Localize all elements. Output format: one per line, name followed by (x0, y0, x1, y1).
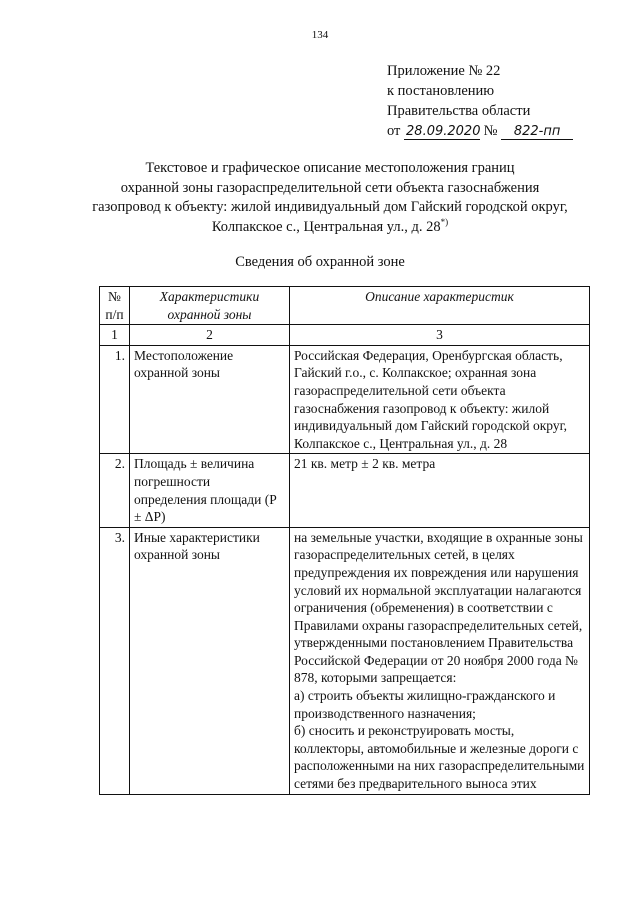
document-title (60, 159, 600, 237)
row-description (290, 527, 590, 794)
table-row (100, 345, 590, 454)
row-number: 1. (100, 345, 130, 454)
header-number: № п/п (100, 287, 130, 325)
appendix-government: Правительства области (387, 103, 531, 119)
section-subtitle: Сведения об охранной зоне (235, 254, 405, 270)
appendix-date-line (387, 121, 573, 141)
table-row (100, 527, 590, 794)
title-line-4 (60, 218, 600, 238)
page-number: 134 (311, 29, 329, 41)
table-colnum-row (100, 325, 590, 346)
appendix-number: 822-пп (501, 125, 573, 140)
row-description-intro: на земельные участки, входящие в охранные зоны газораспределительных сетей, в целях предупреждения их повреждения или нарушения условий их нормальной эксплуатации налагаются ограничения (обременения) в соответствии с Правилами охраны газораспределительных сетей, утвержденными постановлением Правительства Российской Федерации от 20 ноября 2000 года № 878, которыми запрещается: (294, 529, 583, 686)
appendix-from-label: от (387, 123, 401, 139)
title-footnote-mark: *) (440, 216, 449, 227)
row-description-item-b: б) сносить и реконструировать мосты, коллекторы, автомобильные и железные дороги с расположенными на них газораспределительными сетями без предварительного выноса этих (294, 723, 585, 792)
appendix-title: Приложение № 22 (387, 63, 501, 79)
table-row (100, 454, 590, 527)
row-number: 3. (100, 527, 130, 794)
appendix-block (387, 61, 573, 141)
table-header-row (100, 287, 590, 325)
colnum-3: 3 (290, 325, 590, 346)
zone-info-table (99, 286, 590, 795)
title-line-3: газопровод к объекту: жилой индивидуальный дом Гайский городской округ, (92, 199, 568, 215)
title-line-1: Текстовое и графическое описание местоположения границ (145, 160, 515, 176)
header-description: Описание характеристик (290, 287, 590, 325)
row-description: 21 кв. метр ± 2 кв. метра (290, 454, 590, 527)
row-number: 2. (100, 454, 130, 527)
row-description-item-a: а) строить объекты жилищно-гражданского и производственного назначения; (294, 688, 556, 721)
row-description: Российская Федерация, Оренбургская область, Гайский г.о., с. Колпакское; охранная зона газораспределительной сети объекта газоснабжения газопровод к объекту: жилой индивидуальный дом Гайский городской округ, Колпакское с., Центральная ул., д. 28 (290, 345, 590, 454)
title-line-4-text: Колпакское с., Центральная ул., д. 28 (211, 218, 441, 235)
row-characteristic: Площадь ± величина погрешности определения площади (Р ± ΔР) (130, 454, 290, 527)
appendix-number-label: № (483, 123, 498, 139)
row-characteristic: Иные характеристики охранной зоны (130, 527, 290, 794)
appendix-date: 28.09.2020 (406, 124, 481, 139)
colnum-1: 1 (100, 325, 130, 346)
colnum-2: 2 (130, 325, 290, 346)
appendix-resolution: к постановлению (387, 83, 495, 99)
row-characteristic: Местоположение охранной зоны (130, 345, 290, 454)
title-line-2: охранной зоны газораспределительной сети объекта газоснабжения (120, 179, 540, 196)
header-characteristic: Характеристики охранной зоны (130, 287, 290, 325)
